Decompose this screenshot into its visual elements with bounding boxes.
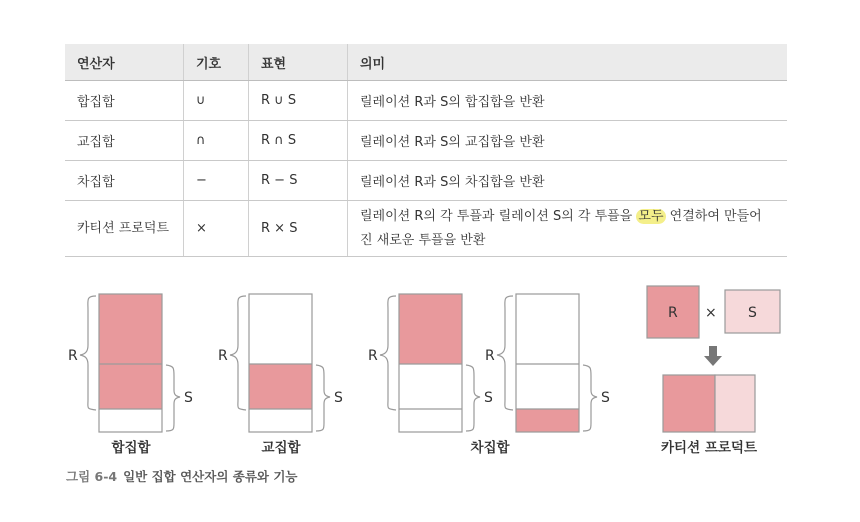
cell-meaning: 릴레이션 R과 S의 차집합을 반환 <box>348 161 788 201</box>
brace-r <box>80 296 96 410</box>
meaning-part: 연결하여 만들어 <box>665 208 762 224</box>
difference-label: 차집합 <box>470 440 510 456</box>
cell-symbol: × <box>184 201 249 257</box>
cell-expression: R − S <box>249 161 348 201</box>
brace-r <box>497 296 513 410</box>
intersection-label: 교집합 <box>261 440 301 456</box>
union-fill <box>99 294 162 409</box>
difference-s-fill <box>516 409 579 432</box>
header-operator: 연산자 <box>65 44 184 81</box>
arrow-down-icon <box>704 346 722 366</box>
meaning-part: 릴레이션 R의 각 투플과 릴레이션 S의 각 투플을 <box>360 208 637 224</box>
brace-s <box>316 365 330 431</box>
figure-title: 일반 집합 연산자의 종류와 기능 <box>123 469 298 484</box>
label-s: S <box>484 390 493 406</box>
meaning-line-2: 진 새로운 투플을 반환 <box>360 232 486 248</box>
label-r: R <box>218 348 228 364</box>
cell-symbol: ∩ <box>184 121 249 161</box>
brace-r <box>230 296 246 410</box>
cell-operator: 교집합 <box>65 121 184 161</box>
figure-number: 그림 6-4 <box>66 469 118 484</box>
header-expression: 표현 <box>249 44 348 81</box>
cell-operator: 차집합 <box>65 161 184 201</box>
cell-symbol: − <box>184 161 249 201</box>
cartesian-result-left <box>663 375 715 432</box>
label-s: S <box>334 390 343 406</box>
cell-symbol: ∪ <box>184 81 249 121</box>
label-s: S <box>184 390 193 406</box>
label-s: S <box>601 390 610 406</box>
highlighted-word: 모두 <box>638 208 664 224</box>
cell-operator: 카티션 프로덕트 <box>65 201 184 257</box>
cell-expression: R ∩ S <box>249 121 348 161</box>
union-label: 합집합 <box>111 440 151 456</box>
figure-caption <box>66 467 297 485</box>
brace-s <box>166 365 180 431</box>
label-r: R <box>68 348 78 364</box>
label-r: R <box>368 348 378 364</box>
difference-r-fill <box>399 294 462 364</box>
header-meaning: 의미 <box>348 44 788 81</box>
intersection-fill <box>249 364 312 409</box>
cell-operator: 합집합 <box>65 81 184 121</box>
cell-expression: R × S <box>249 201 348 257</box>
brace-s <box>466 365 480 431</box>
cell-expression: R ∪ S <box>249 81 348 121</box>
header-symbol: 기호 <box>184 44 249 81</box>
label-r: R <box>668 305 678 321</box>
cell-meaning: 릴레이션 R과 S의 교집합을 반환 <box>348 121 788 161</box>
label-r: R <box>485 348 495 364</box>
brace-s <box>583 365 597 431</box>
label-s: S <box>748 305 757 321</box>
cartesian-label: 카티션 프로덕트 <box>661 440 757 456</box>
cell-meaning: 릴레이션 R과 S의 합집합을 반환 <box>348 81 788 121</box>
cartesian-result-right <box>715 375 755 432</box>
brace-r <box>380 296 396 410</box>
intersection-box <box>249 294 312 432</box>
times-symbol: × <box>705 305 717 321</box>
intersection-diagram <box>230 294 330 432</box>
union-diagram <box>80 294 180 432</box>
